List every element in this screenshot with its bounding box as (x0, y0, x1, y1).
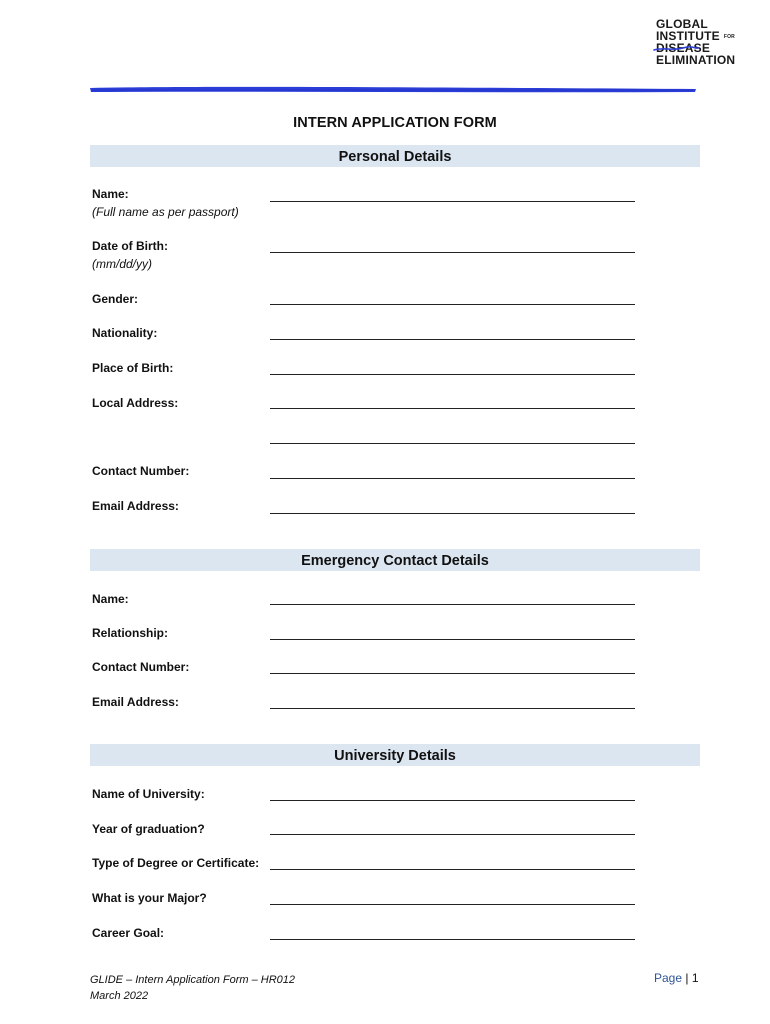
personal-name-label: Name: (92, 187, 129, 201)
graduation-field[interactable] (270, 834, 635, 835)
relationship-label: Relationship: (92, 626, 169, 640)
emergency-email-field[interactable] (270, 708, 635, 709)
major-label: What is your Major? (92, 891, 207, 905)
local-address-field-line-2[interactable] (270, 443, 635, 444)
logo-line-2: INSTITUTE (656, 29, 720, 43)
logo-for: FOR (723, 34, 735, 40)
dob-field[interactable] (270, 252, 635, 253)
logo-line-4: ELIMINATION (656, 53, 736, 67)
personal-name-row (92, 185, 652, 221)
emergency-name-field[interactable] (270, 604, 635, 605)
personal-email-label: Email Address: (92, 499, 179, 513)
dob-hint: (mm/dd/yy) (92, 257, 152, 271)
footer-doc-title: GLIDE – Intern Application Form – HR012 (90, 974, 296, 986)
emergency-name-row (92, 590, 652, 608)
university-name-field[interactable] (270, 800, 635, 801)
graduation-label: Year of graduation? (92, 822, 205, 836)
logo-scribble-icon (653, 46, 699, 52)
place-of-birth-field[interactable] (270, 374, 635, 375)
personal-name-hint: (Full name as per passport) (92, 205, 239, 219)
nationality-field[interactable] (270, 339, 635, 340)
glide-logo (656, 18, 756, 66)
emergency-contact-heading: Emergency Contact Details (90, 549, 700, 571)
gender-row (92, 290, 652, 308)
local-address-label: Local Address: (92, 396, 179, 410)
form-title: INTERN APPLICATION FORM (293, 115, 497, 131)
emergency-email-label: Email Address: (92, 695, 179, 709)
footer-doc-date: March 2022 (90, 990, 149, 1002)
brush-stroke-divider (88, 83, 698, 95)
place-of-birth-label: Place of Birth: (92, 361, 174, 375)
personal-email-field[interactable] (270, 513, 635, 514)
career-goal-label: Career Goal: (92, 926, 165, 940)
personal-details-heading: Personal Details (90, 145, 700, 167)
emergency-name-label: Name: (92, 592, 129, 606)
page-word: Page (654, 971, 683, 985)
logo-line-1: GLOBAL (656, 17, 708, 31)
footer-document-info (90, 972, 295, 1004)
emergency-contact-label: Contact Number: (92, 660, 190, 674)
graduation-row (92, 820, 652, 838)
relationship-field[interactable] (270, 639, 635, 640)
emergency-contact-field[interactable] (270, 673, 635, 674)
gender-field[interactable] (270, 304, 635, 305)
dob-label: Date of Birth: (92, 239, 168, 253)
personal-contact-field[interactable] (270, 478, 635, 479)
degree-label: Type of Degree or Certificate: (92, 856, 260, 870)
local-address-row (92, 394, 652, 412)
gender-label: Gender: (92, 292, 139, 306)
local-address-field-line-1[interactable] (270, 408, 635, 409)
university-details-heading: University Details (90, 744, 700, 766)
page-indicator (654, 971, 699, 985)
nationality-label: Nationality: (92, 326, 158, 340)
career-goal-field[interactable] (270, 939, 635, 940)
dob-row (92, 237, 652, 273)
degree-field[interactable] (270, 869, 635, 870)
personal-name-field[interactable] (270, 201, 635, 202)
page-number: 1 (691, 971, 699, 985)
logo-line-3: DISEASE (656, 41, 711, 55)
personal-contact-label: Contact Number: (92, 464, 190, 478)
major-field[interactable] (270, 904, 635, 905)
university-name-label: Name of University: (92, 787, 205, 801)
page-separator: | (685, 971, 689, 985)
